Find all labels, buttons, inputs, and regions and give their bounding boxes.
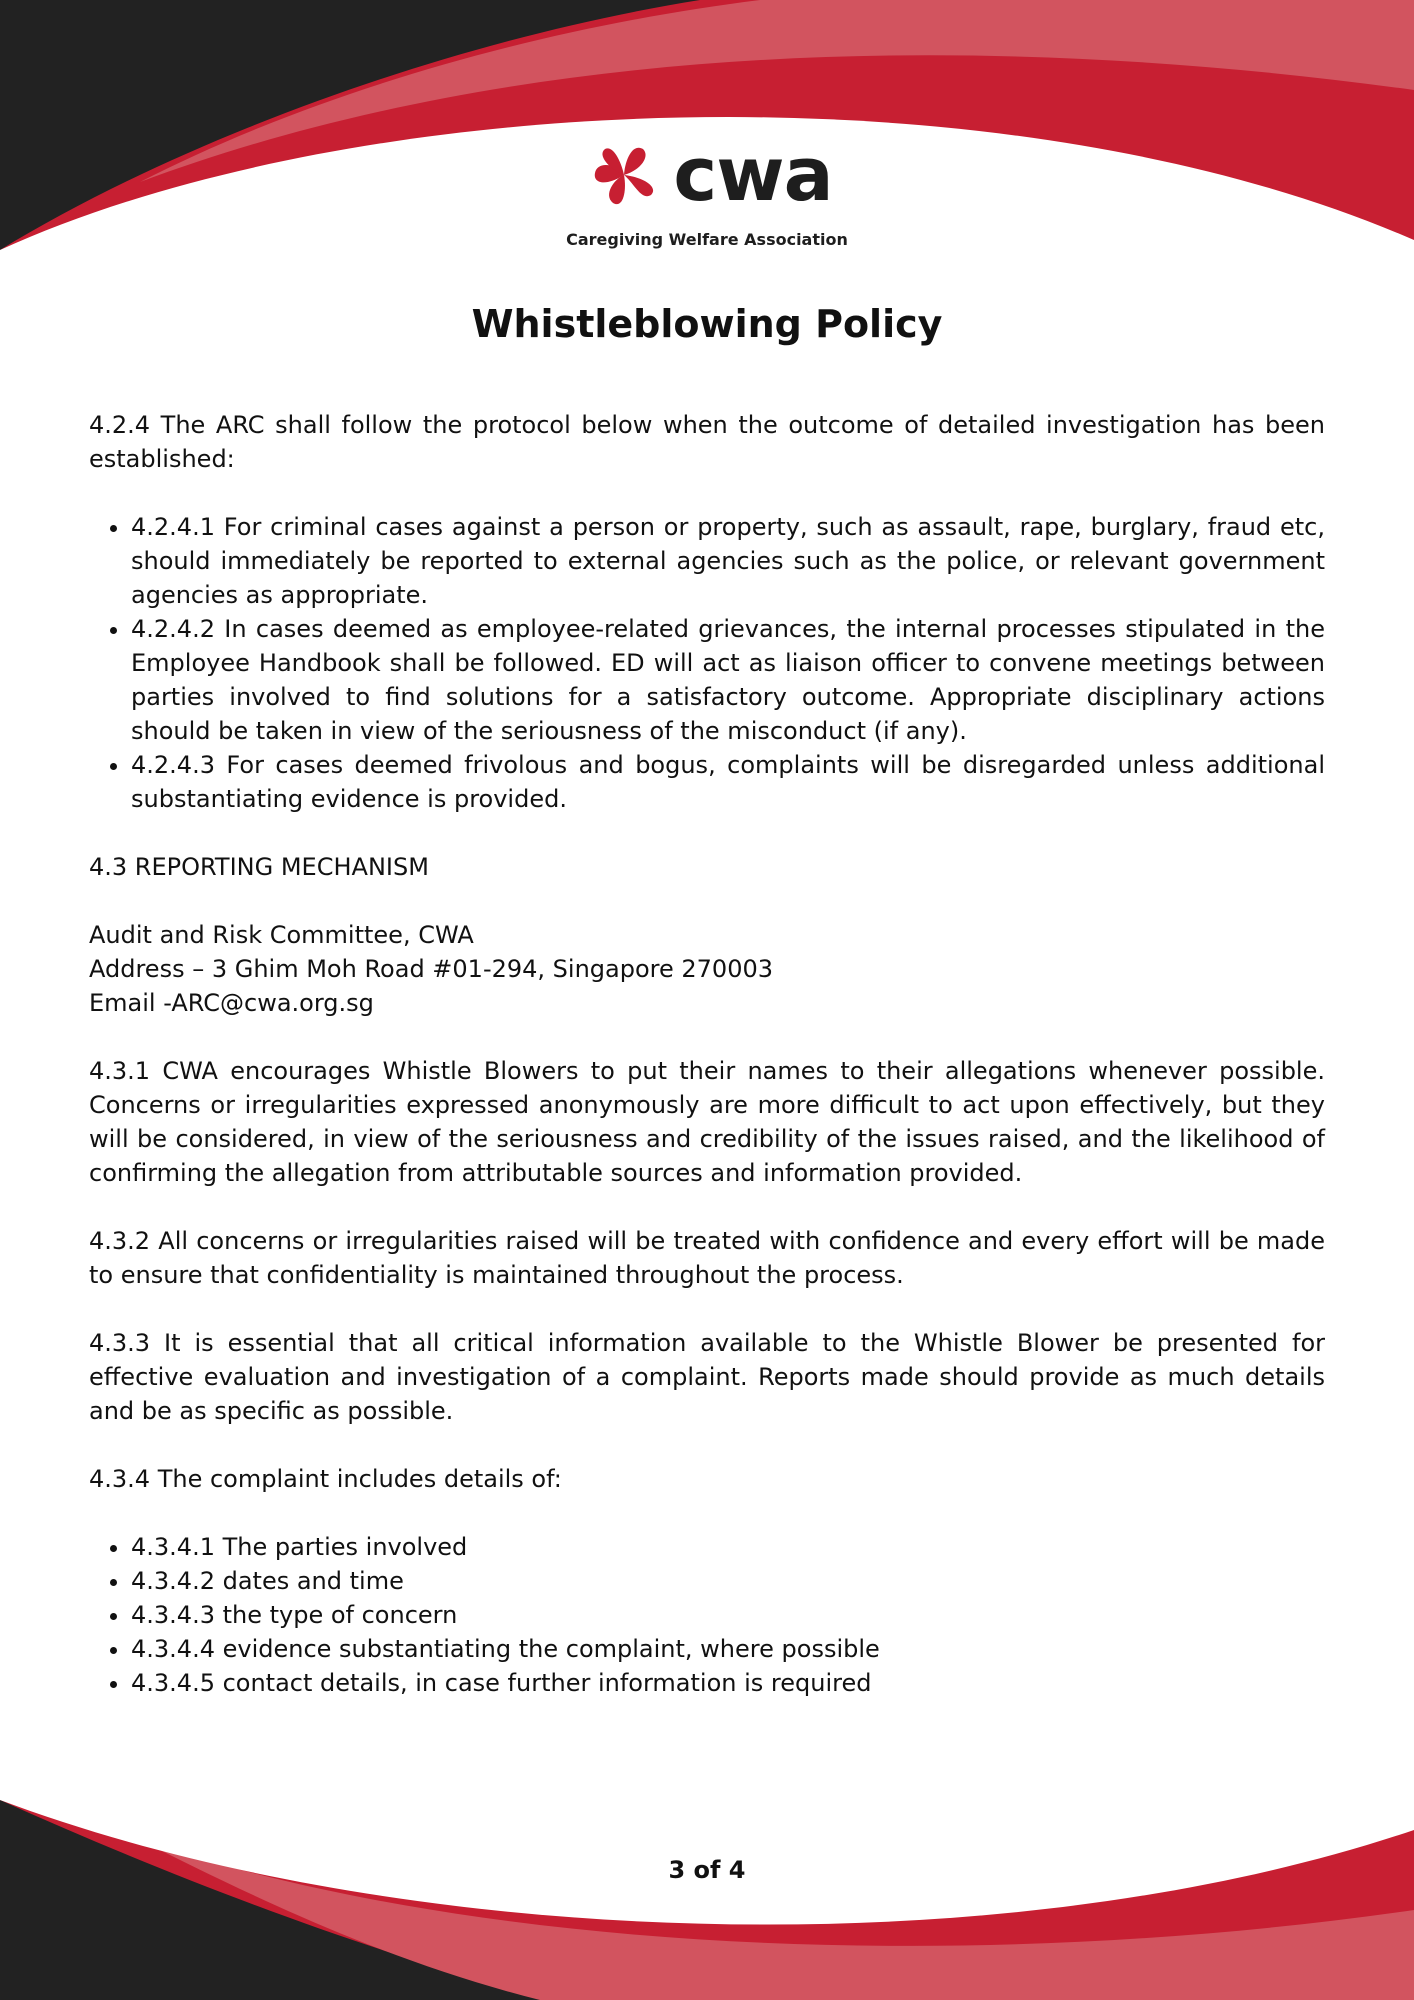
paragraph-4-2-4: 4.2.4 The ARC shall follow the protocol below when the outcome of detailed investigation has been established: (89, 411, 1325, 473)
logo-wordmark: cwa (673, 132, 833, 218)
list-item: • 4.2.4.3 For cases deemed frivolous and bogus, complaints will be disregarded unless additional substantiating evidence is provided. (131, 748, 1325, 816)
page-title: Whistleblowing Policy (471, 302, 943, 346)
footer-decoration (0, 1780, 1414, 2000)
list-item: • 4.3.4.2 dates and time (131, 1564, 1325, 1598)
paragraph-4-3-2: 4.3.2 All concerns or irregularities raised will be treated with confidence and every effort will be made to ensure that confidentiality is maintained throughout the process. (89, 1227, 1325, 1289)
clover-heart-icon (581, 139, 667, 211)
address-line-email: Email -ARC@cwa.org.sg (89, 989, 374, 1017)
paragraph-4-3-3: 4.3.3 It is essential that all critical information available to the Whistle Blower be presented for effective evaluation and investigation of a complaint. Reports made should provide as much details and be as specific as possible. (89, 1329, 1325, 1425)
list-item: • 4.3.4.5 contact details, in case further information is required (131, 1666, 1325, 1700)
list-4-2-4 (89, 510, 1325, 816)
address-line-street: Address – 3 Ghim Moh Road #01-294, Singapore 270003 (89, 955, 773, 983)
paragraph-4-3-1: 4.3.1 CWA encourages Whistle Blowers to put their names to their allegations whenever possible. Concerns or irregularities expressed anonymously are more difficult to act upon effectively, but they will be considered, in view of the seriousness and credibility of the issues raised, and the likelihood of confirming the allegation from attributable sources and information provided. (89, 1057, 1325, 1187)
list-item: • 4.3.4.1 The parties involved (131, 1530, 1325, 1564)
page-number: 3 of 4 (668, 1856, 746, 1884)
list-item: • 4.2.4.2 In cases deemed as employee-related grievances, the internal processes stipulated in the Employee Handbook shall be followed. ED will act as liaison officer to convene meetings between parties involved to find solutions for a satisfactory outcome. Appropriate disciplinary actions should be taken in view of the seriousness of the misconduct (if any). (131, 612, 1325, 748)
logo (0, 132, 1414, 249)
address-block (89, 918, 1325, 1020)
paragraph-4-3-4: 4.3.4 The complaint includes details of: (89, 1465, 562, 1493)
list-item: • 4.2.4.1 For criminal cases against a person or property, such as assault, rape, burglary, fraud etc, should immediately be reported to external agencies such as the police, or relevant government agencies as appropriate. (131, 510, 1325, 612)
address-line-committee: Audit and Risk Committee, CWA (89, 921, 474, 949)
heading-4-3: 4.3 REPORTING MECHANISM (89, 853, 429, 881)
list-4-3-4 (89, 1530, 1325, 1700)
logo-tagline: Caregiving Welfare Association (566, 230, 848, 249)
list-item: • 4.3.4.3 the type of concern (131, 1598, 1325, 1632)
document-body (89, 408, 1325, 1734)
list-item: • 4.3.4.4 evidence substantiating the complaint, where possible (131, 1632, 1325, 1666)
